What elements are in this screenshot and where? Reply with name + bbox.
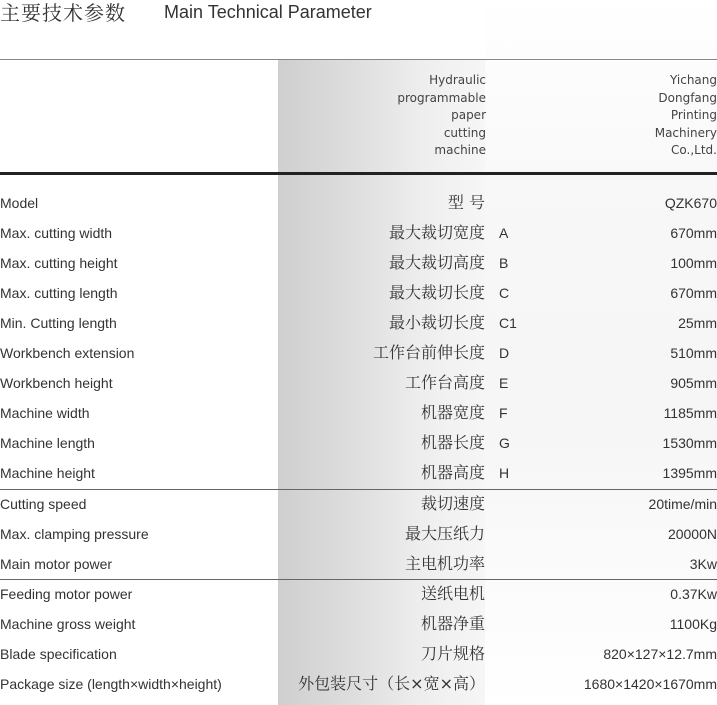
- param-english: Package size (length×width×height): [0, 676, 222, 692]
- param-code: H: [499, 465, 510, 481]
- header-product-line: machine: [434, 143, 486, 157]
- table-row: [0, 429, 717, 459]
- table-row: [0, 670, 717, 700]
- table-row: [0, 610, 717, 640]
- param-english: Max. cutting width: [0, 225, 113, 241]
- param-chinese: 最大裁切长度: [388, 283, 485, 302]
- param-chinese: 送纸电机: [420, 584, 485, 603]
- table-row: [0, 339, 717, 369]
- param-english: Feeding motor power: [0, 586, 133, 602]
- title-english: Main Technical Parameter: [164, 2, 372, 22]
- param-chinese: 最小裁切长度: [388, 313, 485, 332]
- top-divider: [0, 59, 717, 60]
- param-english: Max. clamping pressure: [0, 526, 149, 542]
- param-chinese: 刀片规格: [420, 644, 485, 663]
- param-value: 670mm: [670, 285, 717, 301]
- param-value: 670mm: [670, 225, 717, 241]
- param-english: Cutting speed: [0, 496, 87, 512]
- header-divider: [0, 172, 717, 175]
- table-row: [0, 249, 717, 279]
- param-code: C1: [499, 315, 517, 331]
- table-row: [0, 279, 717, 309]
- param-chinese: 工作台前伸长度: [372, 343, 485, 362]
- param-chinese: 机器宽度: [420, 403, 485, 422]
- table-row: [0, 490, 717, 520]
- table-row: [0, 399, 717, 429]
- param-english: Workbench extension: [0, 345, 135, 361]
- header-company-line: Dongfang: [658, 90, 717, 105]
- header-product-line: paper: [451, 108, 486, 122]
- param-english: Machine length: [0, 435, 95, 451]
- param-code: F: [499, 405, 508, 421]
- param-chinese: 工作台高度: [404, 373, 485, 392]
- table-row: [0, 219, 717, 249]
- param-english: Blade specification: [0, 646, 117, 662]
- param-english: Machine gross weight: [0, 616, 136, 632]
- param-value: 3Kw: [689, 556, 717, 572]
- param-code: B: [499, 255, 509, 271]
- header-company-line: Yichang: [669, 73, 717, 87]
- param-chinese: 型 号: [447, 193, 485, 212]
- param-english: Max. cutting height: [0, 255, 118, 271]
- param-value: 100mm: [670, 255, 717, 271]
- param-chinese: 主电机功率: [404, 554, 485, 573]
- param-chinese: 最大压纸力: [404, 524, 485, 543]
- param-chinese: 机器长度: [420, 433, 485, 452]
- param-english: Min. Cutting length: [0, 315, 117, 331]
- header-company-line: Printing: [670, 108, 717, 122]
- param-english: Max. cutting length: [0, 285, 118, 301]
- param-value: 1185mm: [663, 405, 717, 421]
- param-value: QZK670: [664, 195, 717, 211]
- table-row: [0, 369, 717, 399]
- param-value: 20000N: [667, 526, 717, 542]
- header-company-line: Co.,Ltd.: [671, 143, 717, 157]
- param-chinese: 外包装尺寸（长×宽×高）: [298, 674, 485, 693]
- header-company-name: [600, 72, 717, 160]
- table-row: [0, 459, 717, 489]
- param-value: 25mm: [678, 315, 717, 331]
- param-chinese: 机器高度: [420, 463, 485, 482]
- header-product-name: [380, 72, 486, 160]
- table-row: [0, 550, 717, 580]
- param-chinese: 裁切速度: [420, 494, 485, 513]
- header-product-line: programmable: [397, 90, 486, 105]
- param-value: 1530mm: [662, 435, 717, 451]
- table-row: [0, 640, 717, 670]
- param-value: 1680×1420×1670mm: [583, 676, 717, 692]
- table-row: [0, 189, 717, 219]
- param-english: Machine width: [0, 405, 90, 421]
- param-code: E: [499, 375, 509, 391]
- param-code: C: [499, 285, 510, 301]
- param-english: Machine height: [0, 465, 95, 481]
- param-english: Main motor power: [0, 556, 113, 572]
- header-product-line: cutting: [443, 125, 486, 140]
- param-chinese: 最大裁切宽度: [388, 223, 485, 242]
- title-chinese: 主要技术参数: [0, 1, 126, 25]
- param-code: D: [499, 345, 510, 361]
- param-value: 510mm: [670, 345, 717, 361]
- param-value: 1395mm: [662, 465, 717, 481]
- param-code: A: [499, 225, 509, 241]
- param-value: 1100Kg: [669, 616, 717, 632]
- page-title: [0, 0, 717, 32]
- param-value: 20time/min: [648, 496, 717, 512]
- header-company-line: Machinery: [654, 125, 717, 140]
- param-value: 820×127×12.7mm: [603, 646, 717, 662]
- param-chinese: 最大裁切高度: [388, 253, 485, 272]
- header-product-line: Hydraulic: [429, 73, 486, 87]
- param-value: 0.37Kw: [670, 586, 717, 602]
- param-value: 905mm: [670, 375, 717, 391]
- table-row: [0, 520, 717, 550]
- param-english: Model: [0, 195, 39, 211]
- table-row: [0, 309, 717, 339]
- table-row: [0, 580, 717, 610]
- param-code: G: [499, 435, 510, 451]
- param-chinese: 机器净重: [420, 614, 485, 633]
- param-english: Workbench height: [0, 375, 113, 391]
